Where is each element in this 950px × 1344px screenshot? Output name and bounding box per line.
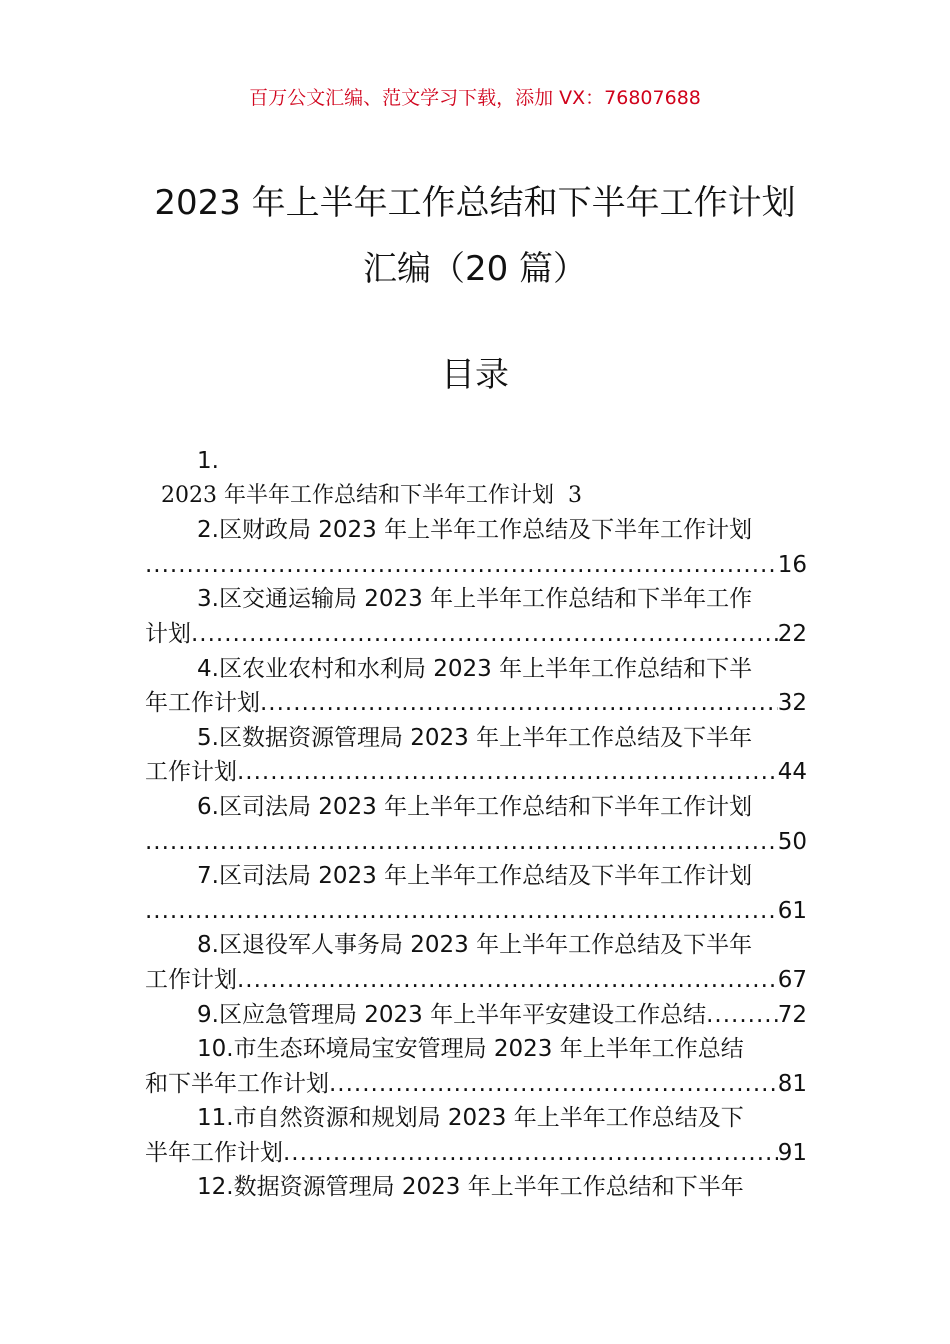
- toc-entry-title-cont: 半年工作计划: [145, 1139, 283, 1166]
- toc-entry-leader-row: [145, 686, 807, 721]
- document-title-line-2: 汇编（20 篇）: [362, 249, 588, 289]
- toc-entry-title: 8.区退役军人事务局 2023 年上半年工作总结及下半年: [197, 932, 753, 959]
- toc-entry-9[interactable]: [145, 998, 807, 1033]
- toc-entry-number: 1.: [197, 448, 219, 474]
- toc-entry-title: 4.区农业农村和水利局 2023 年上半年工作总结和下半: [197, 655, 753, 682]
- toc-entry-title-cont: 和下半年工作计划: [145, 1070, 329, 1097]
- dot-leader: [145, 894, 778, 929]
- toc-entry-page: 50: [777, 828, 807, 855]
- dot-leader: [706, 998, 778, 1033]
- toc-entry-page: 32: [777, 690, 807, 717]
- dot-leader: [145, 548, 778, 583]
- header-note: 百万公文汇编、范文学习下载，添加 VX：76807688: [249, 87, 701, 109]
- table-of-contents: [145, 444, 807, 1205]
- toc-entry-8[interactable]: [145, 928, 807, 997]
- dot-leader: [191, 617, 778, 652]
- toc-entry-page: 81: [777, 1070, 807, 1097]
- toc-entry-leader-row: [145, 1136, 807, 1171]
- toc-entry-leader-row: [145, 998, 807, 1033]
- toc-entry-3[interactable]: [145, 582, 807, 651]
- document-title-line-1: 2023 年上半年工作总结和下半年工作计划: [154, 183, 796, 223]
- dot-leader: [329, 1067, 778, 1102]
- toc-entry-4[interactable]: [145, 652, 807, 721]
- toc-entry-title-cont: 年工作计划: [145, 690, 260, 717]
- toc-entry-7[interactable]: [145, 859, 807, 928]
- toc-entry-page: 61: [777, 897, 807, 924]
- toc-heading: 目录: [441, 355, 509, 395]
- toc-entry-title: 7.区司法局 2023 年上半年工作总结及下半年工作计划: [197, 863, 753, 890]
- toc-entry-leader-row: [145, 894, 807, 929]
- toc-entry-6[interactable]: [145, 790, 807, 859]
- toc-entry-title: 3.区交通运输局 2023 年上半年工作总结和下半年工作: [197, 586, 753, 613]
- toc-entry-5[interactable]: [145, 721, 807, 790]
- toc-entry-leader-row: [145, 755, 807, 790]
- toc-entry-page: 22: [777, 620, 807, 647]
- toc-entry-title: 2.区财政局 2023 年上半年工作总结及下半年工作计划: [197, 517, 753, 544]
- dot-leader: [237, 963, 778, 998]
- toc-entry-title: 9.区应急管理局 2023 年上半年平安建设工作总结: [197, 1001, 707, 1028]
- toc-entry-title: 6.区司法局 2023 年上半年工作总结和下半年工作计划: [197, 793, 753, 820]
- toc-entry-leader-row: [145, 617, 807, 652]
- toc-entry-page: 3: [567, 482, 582, 508]
- toc-entry-title: 12.数据资源管理局 2023 年上半年工作总结和下半年: [197, 1174, 744, 1201]
- toc-entry-title-cont: 工作计划: [145, 759, 237, 786]
- toc-entry-1[interactable]: [145, 444, 807, 513]
- dot-leader: [145, 825, 778, 860]
- dot-leader: [260, 686, 778, 721]
- toc-entry-leader-row: [145, 825, 807, 860]
- toc-entry-2[interactable]: [145, 513, 807, 582]
- toc-entry-11[interactable]: [145, 1101, 807, 1170]
- toc-entry-page: 44: [777, 759, 807, 786]
- toc-entry-12[interactable]: [145, 1170, 807, 1205]
- toc-entry-title: 5.区数据资源管理局 2023 年上半年工作总结及下半年: [197, 724, 753, 751]
- toc-entry-title: 2023 年半年工作总结和下半年工作计划: [161, 482, 554, 508]
- toc-entry-leader-row: [145, 963, 807, 998]
- toc-entry-title: 11.市自然资源和规划局 2023 年上半年工作总结及下: [197, 1105, 744, 1132]
- toc-entry-title-row: [145, 479, 807, 514]
- dot-leader: [237, 755, 778, 790]
- toc-entry-page: 16: [777, 551, 807, 578]
- toc-entry-title: 10.市生态环境局宝安管理局 2023 年上半年工作总结: [197, 1036, 744, 1063]
- toc-entry-leader-row: [145, 1067, 807, 1102]
- toc-entry-10[interactable]: [145, 1032, 807, 1101]
- toc-entry-leader-row: [145, 548, 807, 583]
- toc-entry-page: 91: [777, 1139, 807, 1166]
- toc-entry-page: 72: [777, 1001, 807, 1028]
- dot-leader: [283, 1136, 778, 1171]
- toc-entry-title-cont: 工作计划: [145, 966, 237, 993]
- toc-entry-title-cont: 计划: [145, 620, 191, 647]
- toc-entry-page: 67: [777, 966, 807, 993]
